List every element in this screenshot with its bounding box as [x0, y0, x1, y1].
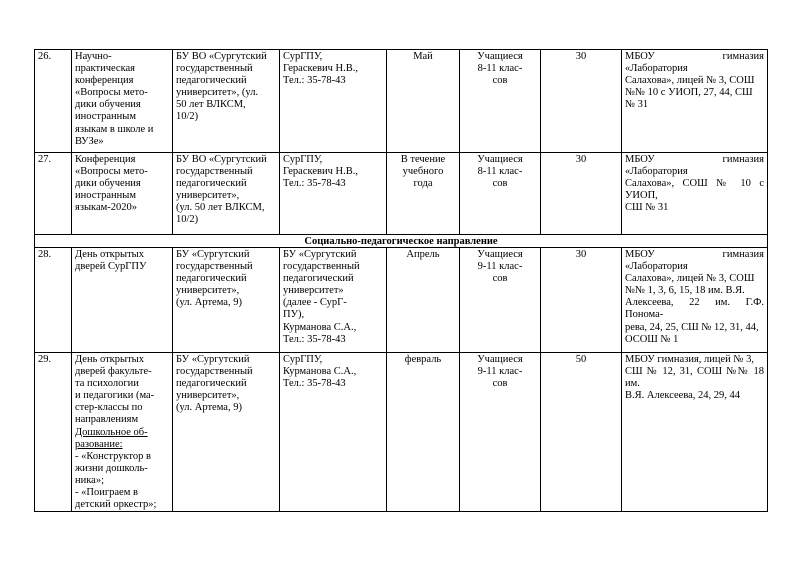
- table-row: [35, 353, 768, 512]
- responsible-contact-line: университет»: [283, 285, 344, 297]
- schools-list-line: Салахова», лицей № 3, СОШ: [625, 273, 755, 285]
- responsible-contact-line: СурГПУ,: [283, 154, 323, 165]
- venue-organization-line: университет»,: [176, 285, 240, 297]
- event-name-line: Конференция: [75, 154, 136, 165]
- event-name-line: Научно-: [75, 51, 112, 62]
- schools-list: [622, 50, 768, 153]
- participants: [460, 153, 541, 235]
- table-row: [35, 248, 768, 353]
- event-name-line: стер-классы по: [75, 402, 143, 414]
- row-number: 28.: [35, 248, 72, 353]
- responsible-contact-line: Тел.: 35-78-43: [283, 75, 346, 87]
- schools-list-line: СШ № 31: [625, 202, 669, 214]
- event-name-line: иностранным: [75, 111, 136, 123]
- responsible-contact-line: Тел.: 35-78-43: [283, 178, 346, 190]
- participants-line: сов: [492, 378, 508, 390]
- responsible-contact-line: СурГПУ,: [283, 51, 323, 62]
- event-name-line: дики обучения: [75, 178, 141, 190]
- participants-line: Учащиеся: [477, 249, 523, 260]
- participants-line: сов: [492, 273, 508, 285]
- schools-list: [622, 248, 768, 353]
- event-name-line: детский оркестр»;: [75, 499, 157, 511]
- schools-list-line: рева, 24, 25, СШ № 12, 31, 44,: [625, 321, 759, 333]
- table-body-before: [35, 50, 768, 235]
- participants-line: Учащиеся: [477, 154, 523, 165]
- responsible-contact: [280, 153, 387, 235]
- event-name-line: дверей СурГПУ: [75, 261, 147, 273]
- event-name-line: «Вопросы мето-: [75, 166, 148, 178]
- responsible-contact-line: государственный: [283, 261, 360, 273]
- participants: [460, 248, 541, 353]
- event-name-line: - «Поиграем в: [75, 487, 138, 499]
- responsible-contact: [280, 248, 387, 353]
- schools-list-line: В.Я. Алексеева, 24, 29, 44: [625, 390, 741, 402]
- venue-organization-line: университет»,: [176, 390, 240, 402]
- event-name: [72, 248, 173, 353]
- event-date-line: Май: [413, 51, 433, 62]
- responsible-contact-line: Курманова С.А.,: [283, 366, 357, 378]
- participants-line: сов: [492, 178, 508, 190]
- event-date-line: учебного: [402, 166, 444, 178]
- participant-count: 30: [541, 153, 622, 235]
- responsible-contact-line: (далее - СурГ-: [283, 297, 347, 309]
- venue-organization-line: (ул. 50 лет ВЛКСМ,: [176, 202, 265, 214]
- event-name-line: практическая: [75, 63, 135, 75]
- responsible-contact-line: педагогический: [283, 273, 354, 285]
- table-row: [35, 50, 768, 153]
- participants-line: сов: [492, 75, 508, 87]
- schools-list-line: Алексеева, 22 им. Г.Ф. Понома-: [625, 297, 764, 321]
- schools-list-line: Салахова», лицей № 3, СОШ: [625, 75, 755, 87]
- schools-list-line: МБОУ гимназия «Лаборатория: [625, 51, 764, 75]
- venue-organization-line: БУ ВО «Сургутский: [176, 51, 267, 62]
- section-row: [35, 235, 768, 248]
- venue-organization: [173, 153, 280, 235]
- schools-list-line: Салахова», СОШ № 10 с УИОП,: [625, 178, 764, 202]
- event-date-line: В течение: [400, 154, 446, 165]
- event-name-line: направлениям: [75, 414, 139, 426]
- venue-organization-line: 10/2): [176, 214, 199, 226]
- responsible-contact-line: СурГПУ,: [283, 354, 323, 365]
- event-name-line: День открытых: [75, 249, 144, 260]
- participants-line: 9-11 клас-: [477, 366, 523, 378]
- venue-organization-line: БУ «Сургутский: [176, 354, 250, 365]
- section-title: Социально-педагогическое направление: [35, 235, 768, 248]
- venue-organization-line: педагогический: [176, 178, 247, 190]
- participant-count: 30: [541, 248, 622, 353]
- event-date-line: Апрель: [406, 249, 440, 260]
- participants-line: 9-11 клас-: [477, 261, 523, 273]
- event-name-line: дики обучения: [75, 99, 141, 111]
- event-name-line: «Вопросы мето-: [75, 87, 148, 99]
- responsible-contact-line: Тел.: 35-78-43: [283, 378, 346, 390]
- event-name-underlined-line: разование:: [75, 438, 123, 450]
- event-date: [387, 248, 460, 353]
- event-name: [72, 50, 173, 153]
- schools-list-line: №№ 10 с УИОП, 27, 44, СШ: [625, 87, 753, 99]
- responsible-contact-line: Курманова С.А.,: [283, 321, 357, 333]
- event-name-line: дверей факульте-: [75, 366, 152, 378]
- table-body-after: [35, 248, 768, 512]
- venue-organization-line: педагогический: [176, 75, 247, 87]
- participants-line: Учащиеся: [477, 354, 523, 365]
- participant-count: 30: [541, 50, 622, 153]
- venue-organization-line: университет», (ул.: [176, 87, 259, 99]
- schools-list-line: МБОУ гимназия «Лаборатория: [625, 249, 764, 273]
- participants-line: 8-11 клас-: [477, 63, 523, 75]
- event-name-line: языкам в школе и: [75, 123, 154, 135]
- event-name-line: День открытых: [75, 354, 144, 365]
- responsible-contact-line: Гераскевич Н.В.,: [283, 166, 358, 178]
- row-number: 26.: [35, 50, 72, 153]
- event-date-line: февраль: [404, 354, 442, 365]
- venue-organization-line: государственный: [176, 366, 253, 378]
- venue-organization-line: государственный: [176, 261, 253, 273]
- participant-count: 50: [541, 353, 622, 512]
- venue-organization: [173, 50, 280, 153]
- events-table: [34, 49, 768, 512]
- section-header: [35, 235, 768, 248]
- responsible-contact: [280, 50, 387, 153]
- venue-organization-line: университет»,: [176, 190, 240, 202]
- responsible-contact-line: Тел.: 35-78-43: [283, 333, 346, 345]
- participants-line: Учащиеся: [477, 51, 523, 62]
- participants-line: 8-11 клас-: [477, 166, 523, 178]
- event-name-line: ВУЗе»: [75, 135, 104, 147]
- venue-organization-line: педагогический: [176, 273, 247, 285]
- row-number: 27.: [35, 153, 72, 235]
- venue-organization-line: (ул. Артема, 9): [176, 297, 242, 309]
- schools-list-line: МБОУ гимназия, лицей № 3,: [625, 354, 754, 365]
- event-date: [387, 353, 460, 512]
- participants: [460, 50, 541, 153]
- event-name: [72, 353, 173, 512]
- event-name-line: - «Конструктор в: [75, 450, 151, 462]
- row-number: 29.: [35, 353, 72, 512]
- schools-list-line: №№ 1, 3, 6, 15, 18 им. В.Я.: [625, 285, 745, 297]
- responsible-contact-line: Гераскевич Н.В.,: [283, 63, 358, 75]
- responsible-contact-line: ПУ),: [283, 309, 305, 321]
- schools-list: [622, 353, 768, 512]
- venue-organization-line: государственный: [176, 166, 253, 178]
- venue-organization-line: 50 лет ВЛКСМ,: [176, 99, 246, 111]
- venue-organization-line: педагогический: [176, 378, 247, 390]
- venue-organization-line: государственный: [176, 63, 253, 75]
- schools-list-line: ОСОШ № 1: [625, 333, 679, 345]
- responsible-contact: [280, 353, 387, 512]
- venue-organization-line: БУ «Сургутский: [176, 249, 250, 260]
- responsible-contact-line: БУ «Сургутский: [283, 249, 357, 260]
- table-row: [35, 153, 768, 235]
- event-date-line: года: [413, 178, 433, 190]
- schools-list-line: № 31: [625, 99, 649, 111]
- schools-list: [622, 153, 768, 235]
- event-name-line: жизни дошколь-: [75, 462, 148, 474]
- venue-organization-line: БУ ВО «Сургутский: [176, 154, 267, 165]
- participants: [460, 353, 541, 512]
- event-name: [72, 153, 173, 235]
- venue-organization-line: 10/2): [176, 111, 199, 123]
- event-date: [387, 50, 460, 153]
- event-name-underlined-line: Дошкольное об-: [75, 426, 148, 438]
- schools-list-line: МБОУ гимназия «Лаборатория: [625, 154, 764, 178]
- event-date: [387, 153, 460, 235]
- event-name-line: та психологии: [75, 378, 139, 390]
- venue-organization: [173, 353, 280, 512]
- venue-organization-line: (ул. Артема, 9): [176, 402, 242, 414]
- event-name-line: языкам-2020»: [75, 202, 138, 214]
- event-name-line: иностранным: [75, 190, 136, 202]
- event-name-line: и педагогики (ма-: [75, 390, 155, 402]
- event-name-line: конференция: [75, 75, 134, 87]
- venue-organization: [173, 248, 280, 353]
- schools-list-line: СШ № 12, 31, СОШ №№ 18 им.: [625, 366, 764, 390]
- event-name-line: ника»;: [75, 474, 105, 486]
